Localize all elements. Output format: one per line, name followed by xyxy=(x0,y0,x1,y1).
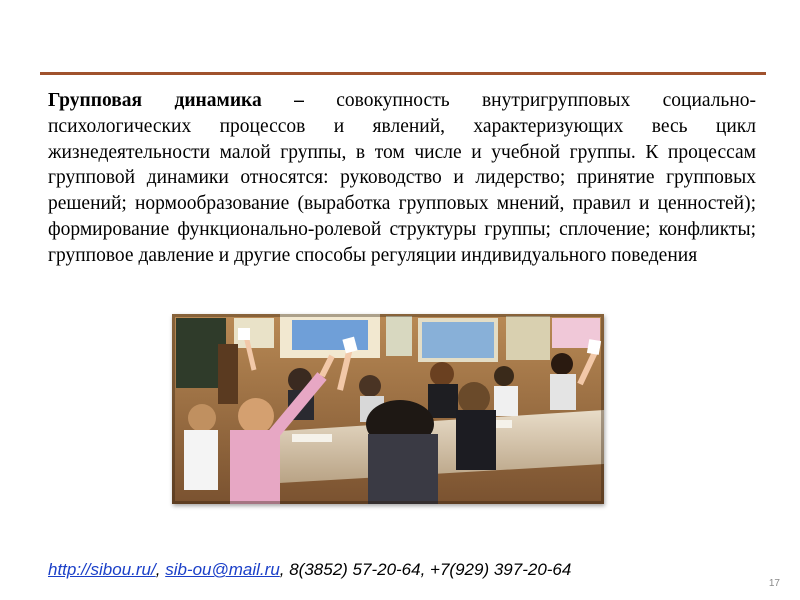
phone-numbers: , 8(3852) 57-20-64, +7(929) 397-20-64 xyxy=(279,560,572,579)
contact-footer xyxy=(48,560,571,580)
definition-text: совокупность внутригрупповых социально-психологических процессов и явлений, характеризующих весь цикл жизнедеятельности малой группы, в том числе и учебной группы. К процессам групповой динамики относятся: руководство и лидерство; принятие групповых решений; нормообразование (выработка групповых мнений, правил и ценностей); формирование функционально-ролевой структуры группы; сплочение; конфликты; групповое давление и другие способы регуляции индивидуального поведения xyxy=(48,90,757,266)
site-link[interactable]: http://sibou.ru/ xyxy=(48,560,156,579)
header-divider xyxy=(40,72,766,75)
page-number: 17 xyxy=(768,578,780,589)
student-foreground xyxy=(238,398,274,434)
classroom-photo-illustration xyxy=(172,314,604,504)
classroom-photo xyxy=(172,314,604,504)
term-heading: Групповая динамика xyxy=(48,90,262,111)
term-dash: – xyxy=(294,90,304,111)
footer-separator: , xyxy=(155,560,161,579)
definition-paragraph xyxy=(48,88,756,269)
email-link[interactable]: sib-ou@mail.ru xyxy=(165,560,280,579)
